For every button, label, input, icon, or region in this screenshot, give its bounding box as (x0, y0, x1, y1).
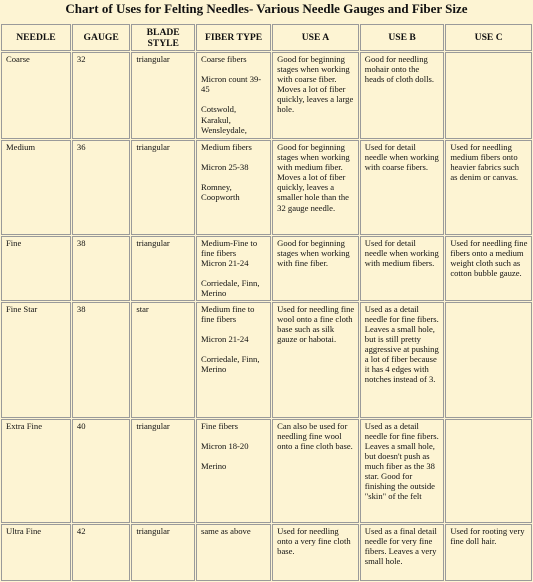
header-row (1, 24, 532, 51)
use-b-cell: Used as a final detail needle for very fine fibers. Leaves a very small hole. (360, 524, 445, 581)
gauge-cell: 42 (72, 524, 130, 581)
gauge-cell: 36 (72, 140, 130, 235)
fiber-cell: Fine fibers Micron 18-20 Merino (196, 419, 271, 523)
table-row (1, 302, 532, 418)
use-a-cell: Good for beginning stages when working with coarse fiber. Moves a lot of fiber quickly, leaves a large hole. (272, 52, 359, 139)
gauge-cell: 38 (72, 236, 130, 301)
fiber-cell: Medium fine to fine fibers Micron 21-24 Corriedale, Finn, Merino (196, 302, 271, 418)
blade-cell: triangular (131, 524, 195, 581)
use-c-cell (445, 52, 532, 139)
needle-cell: Fine (1, 236, 71, 301)
use-a-cell: Good for beginning stages when working with medium fiber. Moves a lot of fiber quickly, leaves a smaller hole than the 32 gauge needle. (272, 140, 359, 235)
use-b-cell: Used for detail needle when working with coarse fibers. (360, 140, 445, 235)
header-gauge: GAUGE (72, 24, 130, 51)
chart-title: Chart of Uses for Felting Needles- Various Needle Gauges and Fiber Size (65, 1, 468, 16)
needle-cell: Extra Fine (1, 419, 71, 523)
use-c-cell: Used for needling fine fibers onto a medium weight cloth such as cotton bubble gauze. (445, 236, 532, 301)
fiber-cell: Medium fibers Micron 25-38 Romney, Coopworth (196, 140, 271, 235)
table-row (1, 52, 532, 139)
table-row (1, 419, 532, 523)
header-needle: NEEDLE (1, 24, 71, 51)
blade-cell: triangular (131, 52, 195, 139)
gauge-cell: 38 (72, 302, 130, 418)
use-c-cell: Used for needling medium fibers onto heavier fabrics such as denim or canvas. (445, 140, 532, 235)
header-use-a: USE A (272, 24, 359, 51)
table-row (1, 236, 532, 301)
use-c-cell (445, 302, 532, 418)
use-b-cell: Used as a detail needle for fine fibers. Leaves a small hole, but is still pretty aggressive at pushing a lot of fiber because it has 4 edges with notches instead of 3. (360, 302, 445, 418)
use-c-cell (445, 419, 532, 523)
header-fiber-type: FIBER TYPE (196, 24, 271, 51)
fiber-cell: same as above (196, 524, 271, 581)
use-a-cell: Used for needling onto a very fine cloth base. (272, 524, 359, 581)
use-b-cell: Good for needling mohair onto the heads of cloth dolls. (360, 52, 445, 139)
blade-cell: triangular (131, 140, 195, 235)
needle-cell: Ultra Fine (1, 524, 71, 581)
header-blade-style: BLADE STYLE (131, 24, 195, 51)
use-c-cell: Used for rooting very fine doll hair. (445, 524, 532, 581)
needle-chart-table (0, 23, 533, 582)
use-a-cell: Good for beginning stages when working with fine fiber. (272, 236, 359, 301)
fiber-cell: Medium-Fine to fine fibers Micron 21-24 Corriedale, Finn, Merino (196, 236, 271, 301)
use-b-cell: Used for detail needle when working with medium fibers. (360, 236, 445, 301)
blade-cell: triangular (131, 236, 195, 301)
blade-cell: star (131, 302, 195, 418)
blade-cell: triangular (131, 419, 195, 523)
needle-cell: Fine Star (1, 302, 71, 418)
needle-cell: Coarse (1, 52, 71, 139)
table-row (1, 524, 532, 581)
header-use-b: USE B (360, 24, 445, 51)
needle-cell: Medium (1, 140, 71, 235)
gauge-cell: 40 (72, 419, 130, 523)
use-b-cell: Used as a detail needle for fine fibers. Leaves a small hole, but doesn't push as much fiber as the 38 star. Good for finishing the outside "skin" of the felt (360, 419, 445, 523)
gauge-cell: 32 (72, 52, 130, 139)
table-row (1, 140, 532, 235)
header-use-c: USE C (445, 24, 532, 51)
fiber-cell: Coarse fibers Micron count 39-45 Cotswold, Karakul, Wensleydale, (196, 52, 271, 139)
use-a-cell: Used for needling fine wool onto a fine cloth base such as silk gauze or habotai. (272, 302, 359, 418)
use-a-cell: Can also be used for needling fine wool onto a fine cloth base. (272, 419, 359, 523)
